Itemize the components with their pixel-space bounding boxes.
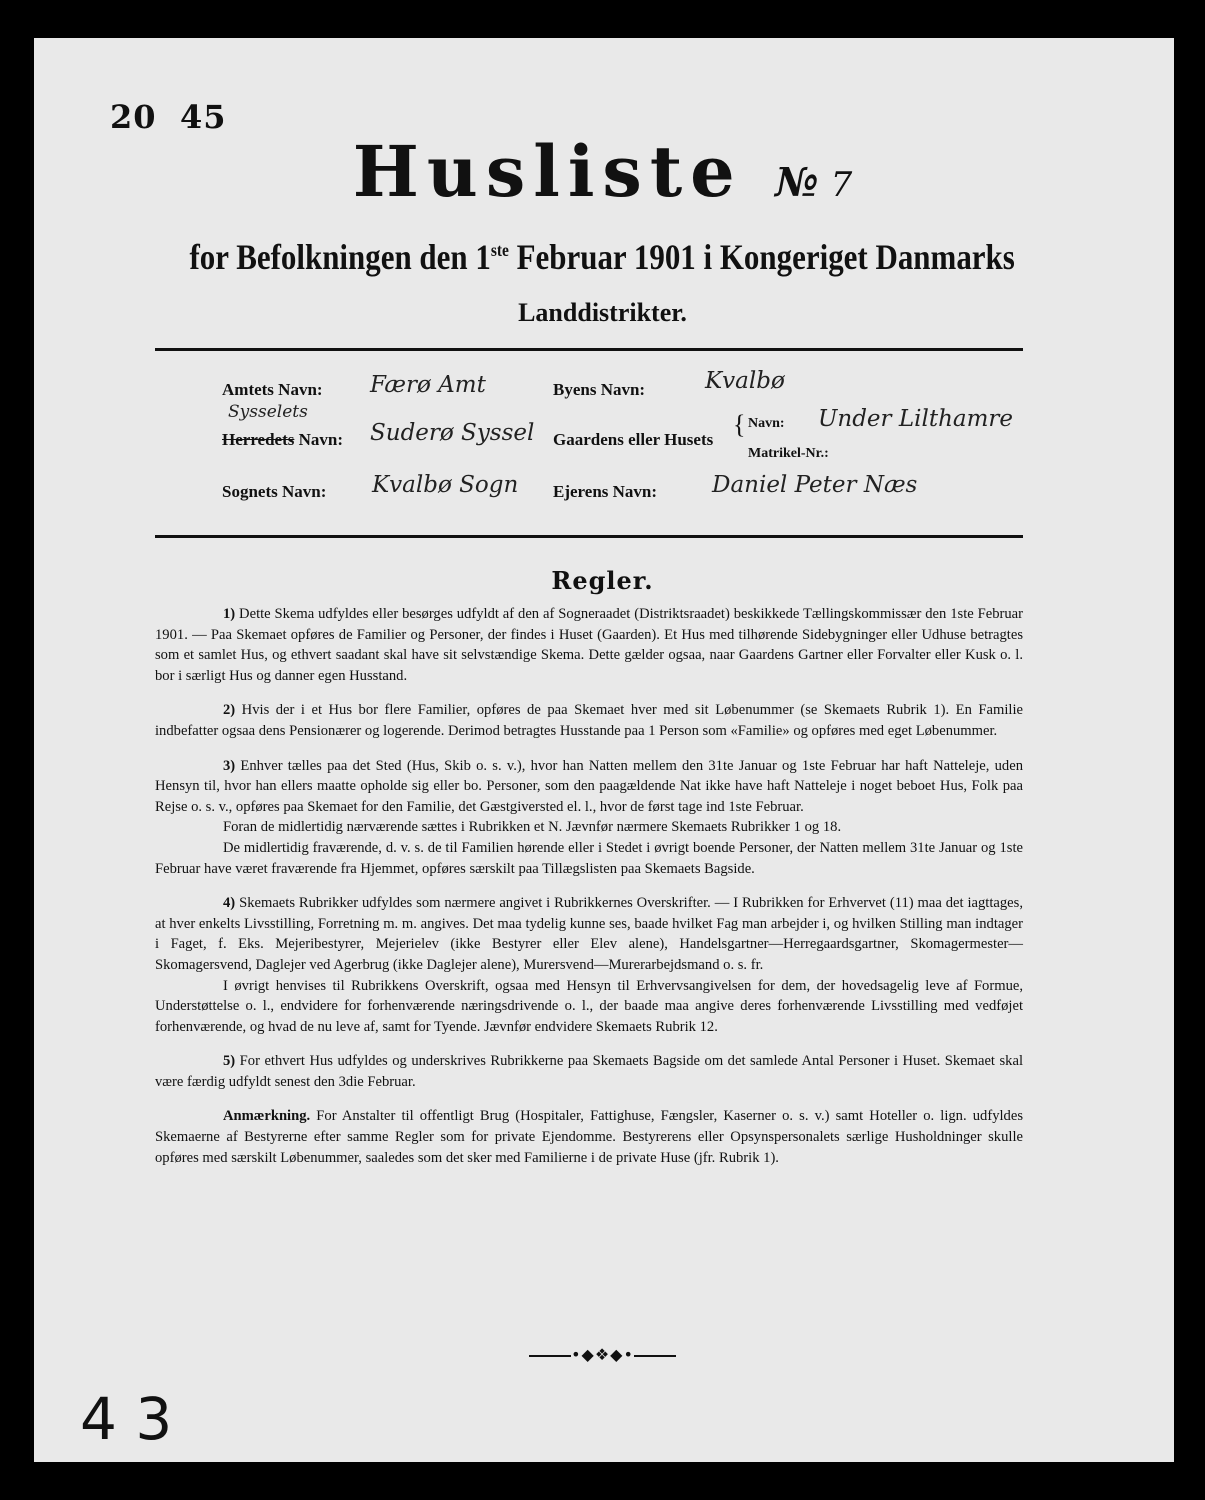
regler-heading: Regler. bbox=[551, 566, 654, 595]
title-text: Husliste bbox=[352, 130, 743, 213]
rule-4: 4) Skemaets Rubrikker udfyldes som nærmere angivet i Rubrikkernes Overskrifter. — I Rubrikken for Erhvervet (11) maa det iagttages, at hver enkelts Livsstilling, Forretning m. m. angives. Det maa tydelig kunne ses, baade hvilket Fag man arbejder i, og hvilken Stilling man indtager i Faget, f. Eks. Mejeribestyrer, Mejerielev (ikke Bestyrer eller Elev alene), Handelsgartner—Herregaardsgartner, Skomagermester—Skomagersvend, Daglejer ved Agerbrug (ikke Daglejer alene), Murersvend—Murerarbejdsmand o. s. fr. bbox=[155, 895, 1023, 973]
ejer-label: Ejerens Navn: bbox=[553, 482, 658, 501]
gaard-matrikel-label: Matrikel-Nr.: bbox=[748, 446, 829, 461]
rules-text bbox=[155, 604, 1023, 1168]
subtitle-pre: for Befolkningen den 1 bbox=[189, 237, 491, 277]
amt-label: Amtets Navn: bbox=[222, 380, 323, 399]
rule-2: 2) Hvis der i et Hus bor flere Familier, opføres de paa Skemaet hver med sit Løbenummer (se Skemaets Rubrik 1). En Familie indbefatter ogsaa dens Pensionærer og logerende. Derimod betragtes Husstande paa 1 Person som «Familie» og opføres med eget Løbenummer. bbox=[155, 702, 1023, 739]
sogn-label: Sognets Navn: bbox=[222, 482, 327, 501]
amt-value: Færø Amt bbox=[370, 372, 486, 398]
ornament-divider: •◆❖◆• bbox=[0, 1345, 1205, 1364]
herred-struck: Herredets bbox=[222, 430, 295, 449]
anmaerkning: Anmærkning. For Anstalter til offentligt Brug (Hospitaler, Fattighuse, Fængsler, Kaserner o. s. v.) samt Hoteller o. lign. udfyldes Skemaerne af Bestyrerne efter samme Regler som for private Ejendomme. Bestyrerens eller Opsynspersonalets særlige Husholdninger skulle opføres med særskilt Løbenummer, saaledes som det sker med Familierne i de private Huse (jfr. Rubrik 1). bbox=[155, 1108, 1023, 1166]
stamp-number-left: 20 bbox=[110, 98, 157, 136]
page-title bbox=[0, 130, 1205, 213]
subtitle-sup: ste bbox=[490, 240, 509, 260]
herred-handwritten-correction: Sysselets bbox=[228, 402, 308, 422]
subtitle-post: Februar 1901 i Kongeriget Danmarks bbox=[508, 237, 1015, 277]
title-number-handwritten: 7 bbox=[830, 165, 853, 205]
rule-3: 3) Enhver tælles paa det Sted (Hus, Skib o. s. v.), hvor han Natten mellem den 31te Januar og 1ste Februar har haft Natteleje, uden Hensyn til, hvor han ellers maatte opholde sig eller bo. Personer, som den paagældende Nat ikke have haft Natteleje i noget beboet Hus, Folk paa Rejse o. s. v., opføres paa Skemaet for den Familie, det Gæstgiversted el. l., hvor de først tage ind 1ste Februar. bbox=[155, 757, 1023, 815]
divider-mid bbox=[155, 535, 1023, 538]
gaard-navn-label: Navn: bbox=[748, 416, 785, 431]
rule-1: 1) Dette Skema udfyldes eller besørges udfyldt af den af Sogneraadet (Distriktsraadet) beskikkede Tællingskommissær den 1ste Februar 1901. — Paa Skemaet opføres de Familier og Personer, der findes i Huset (Gaarden). Et Hus med tilhørende Sidebygninger eller Udhuse betragtes som et samlet Hus, og ethvert saadant skal have sit selvstændige Skema. Dette gælder ogsaa, naar Gaardens Gartner eller Forvalter eller Kusk o. l. bor i særligt Hus og danner egen Husstand. bbox=[155, 606, 1023, 684]
divider-top bbox=[155, 348, 1023, 351]
gaard-label: Gaardens eller Husets bbox=[553, 430, 714, 449]
byen-label: Byens Navn: bbox=[553, 380, 646, 399]
rule-3-note-a: Foran de midlertidig nærværende sættes i Rubrikken et N. Jævnfør nærmere Skemaets Rubrikker 1 og 18. bbox=[223, 819, 842, 836]
byen-value: Kvalbø bbox=[705, 368, 785, 394]
ejer-value: Daniel Peter Næs bbox=[712, 472, 918, 498]
number-sign: № bbox=[775, 159, 819, 206]
brace: { bbox=[733, 410, 746, 439]
rule-5: 5) For ethvert Hus udfyldes og underskrives Rubrikkerne paa Skemaets Bagside om det samlede Antal Personer i Huset. Skemaet skal være færdig udfyldt senest den 3die Februar. bbox=[155, 1053, 1023, 1090]
rule-4-note: I øvrigt henvises til Rubrikkens Overskrift, ogsaa med Hensyn til Erhvervsangivelsen for dem, der hovedsagelig leve af Formue, Understøttelse o. l., endvidere for forhenværende næringsdrivende o. l., der baade maa angive deres forhenværende Livsstilling med vedføjet forhenværende, og hvad de nu leve af, samt for Tyende. Jævnfør endvidere Skemaets Rubrik 12. bbox=[155, 977, 1023, 1035]
gaard-navn-value: Under Lilthamre bbox=[818, 406, 1014, 432]
herred-value: Suderø Syssel bbox=[370, 420, 535, 446]
bottom-handwritten-number: 4 3 bbox=[80, 1385, 173, 1453]
stamp-number-right: 45 bbox=[180, 98, 227, 136]
rule-3-note-b: De midlertidig fraværende, d. v. s. de til Familien hørende eller i Stedet i øvrigt boende Personer, der Natten mellem 31te Januar og 1ste Februar have været fraværende fra Hjemmet, opføres særskilt paa Tillægslisten paa Skemaets Bagside. bbox=[155, 839, 1023, 877]
subtitle-landdistrikter: Landdistrikter. bbox=[518, 298, 687, 327]
sogn-value: Kvalbø Sogn bbox=[372, 472, 519, 498]
herred-label-rest: Navn: bbox=[294, 430, 344, 449]
subtitle bbox=[84, 236, 1120, 278]
herred-label bbox=[222, 430, 343, 450]
